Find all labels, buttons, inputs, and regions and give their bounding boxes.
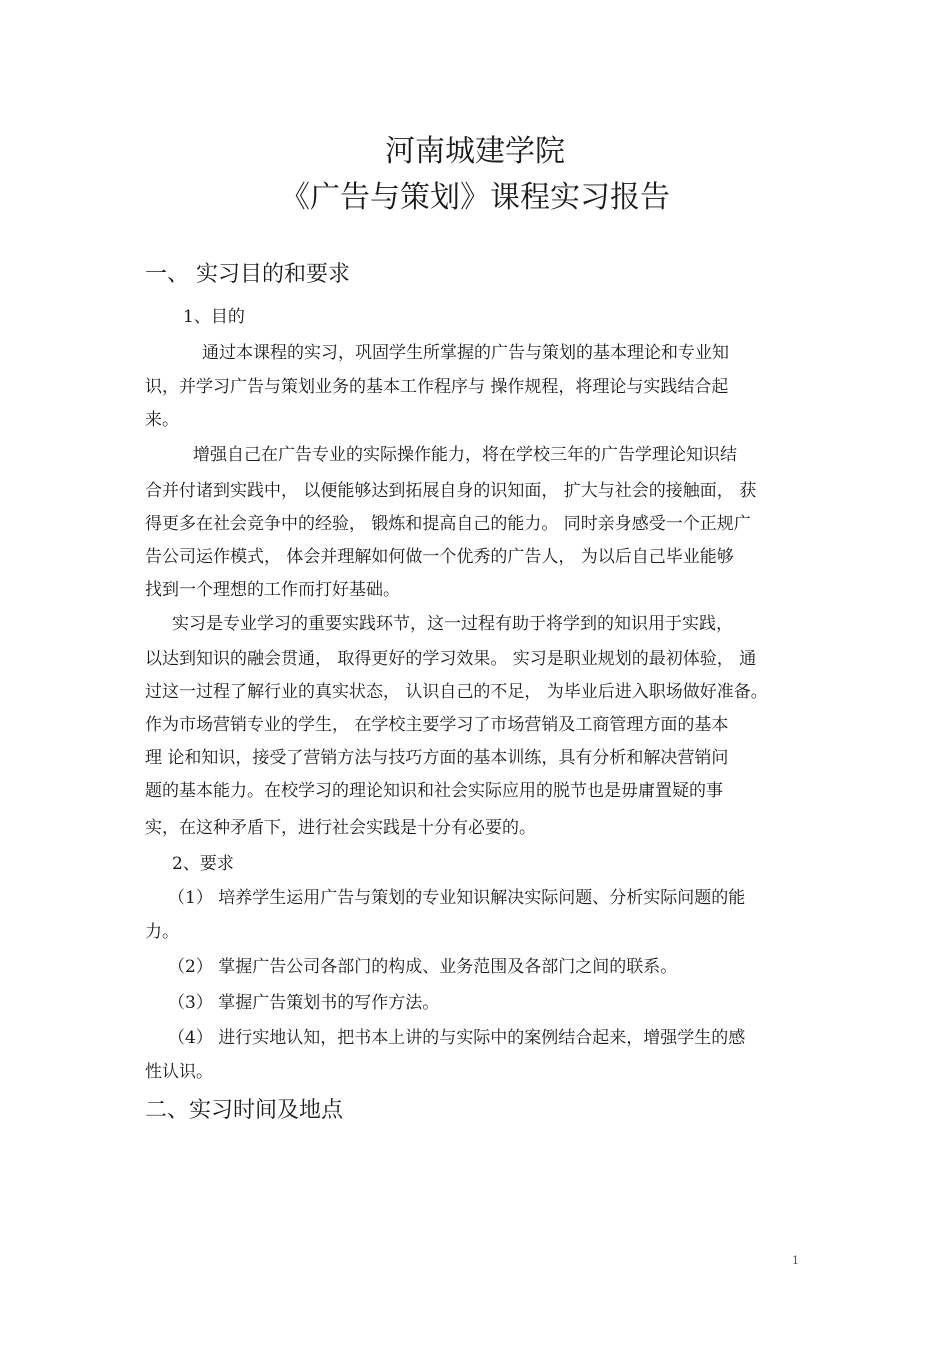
paragraph-line: 题的基本能力。在校学习的理论知识和社会实际应用的脱节也是毋庸置疑的事 (145, 781, 723, 801)
school-title: 河南城建学院 (385, 134, 565, 169)
page-number: 1 (792, 1254, 799, 1267)
paragraph-line: 过这一过程了解行业的真实状态， 认识自己的不足， 为毕业后进入职场做好准备。 (145, 682, 768, 702)
subsection-purpose: 1、目的 (183, 307, 245, 327)
requirement-item: （3） 掌握广告策划书的写作方法。 (168, 993, 440, 1013)
section-1-heading: 一、 实习目的和要求 (145, 262, 350, 287)
subsection-requirements: 2、要求 (172, 854, 234, 874)
paragraph-line: 以达到知识的融会贯通， 取得更好的学习效果。 实习是职业规划的最初体验， 通 (145, 649, 757, 669)
paragraph-line: 增强自己在广告专业的实际操作能力，将在学校三年的广告学理论知识结 (193, 445, 737, 465)
paragraph-line: 找到一个理想的工作而打好基础。 (145, 580, 400, 600)
paragraph-line: 作为市场营销专业的学生， 在学校主要学习了市场营销及工商管理方面的基本 (145, 715, 729, 735)
paragraph-line: 来。 (145, 410, 179, 430)
requirement-item: （1） 培养学生运用广告与策划的专业知识解决实际问题、分析实际问题的能 (168, 888, 746, 908)
paragraph-line: 通过本课程的实习，巩固学生所掌握的广告与策划的基本理论和专业知 (202, 343, 729, 363)
requirement-item: （4） 进行实地认知，把书本上讲的与实际中的案例结合起来，增强学生的感 (168, 1028, 746, 1048)
paragraph-line: 理 论和知识，接受了营销方法与技巧方面的基本训练，具有分析和解决营销问 (145, 748, 729, 768)
paragraph-line: 识，并学习广告与策划业务的基本工作程序与 操作规程，将理论与实践结合起 (145, 377, 729, 397)
report-title: 《广告与策划》课程实习报告 (280, 180, 670, 215)
paragraph-line: 性认识。 (145, 1062, 213, 1082)
requirement-item: （2） 掌握广告公司各部门的构成、业务范围及各部门之间的联系。 (168, 957, 678, 977)
paragraph-line: 合并付诸到实践中， 以便能够达到拓展自身的识知面， 扩大与社会的接触面， 获 (145, 481, 757, 501)
paragraph-line: 告公司运作模式， 体会并理解如何做一个优秀的广告人， 为以后自己毕业能够 (145, 547, 734, 567)
paragraph-line: 实，在这种矛盾下，进行社会实践是十分有必要的。 (145, 818, 536, 838)
paragraph-line: 实习是专业学习的重要实践环节，这一过程有助于将学到的知识用于实践， (172, 614, 733, 634)
paragraph-line: 得更多在社会竞争中的经验， 锻炼和提高自己的能力。 同时亲身感受一个正规广 (145, 514, 751, 534)
paragraph-line: 力。 (145, 922, 179, 942)
section-2-heading: 二、实习时间及地点 (145, 1098, 344, 1123)
